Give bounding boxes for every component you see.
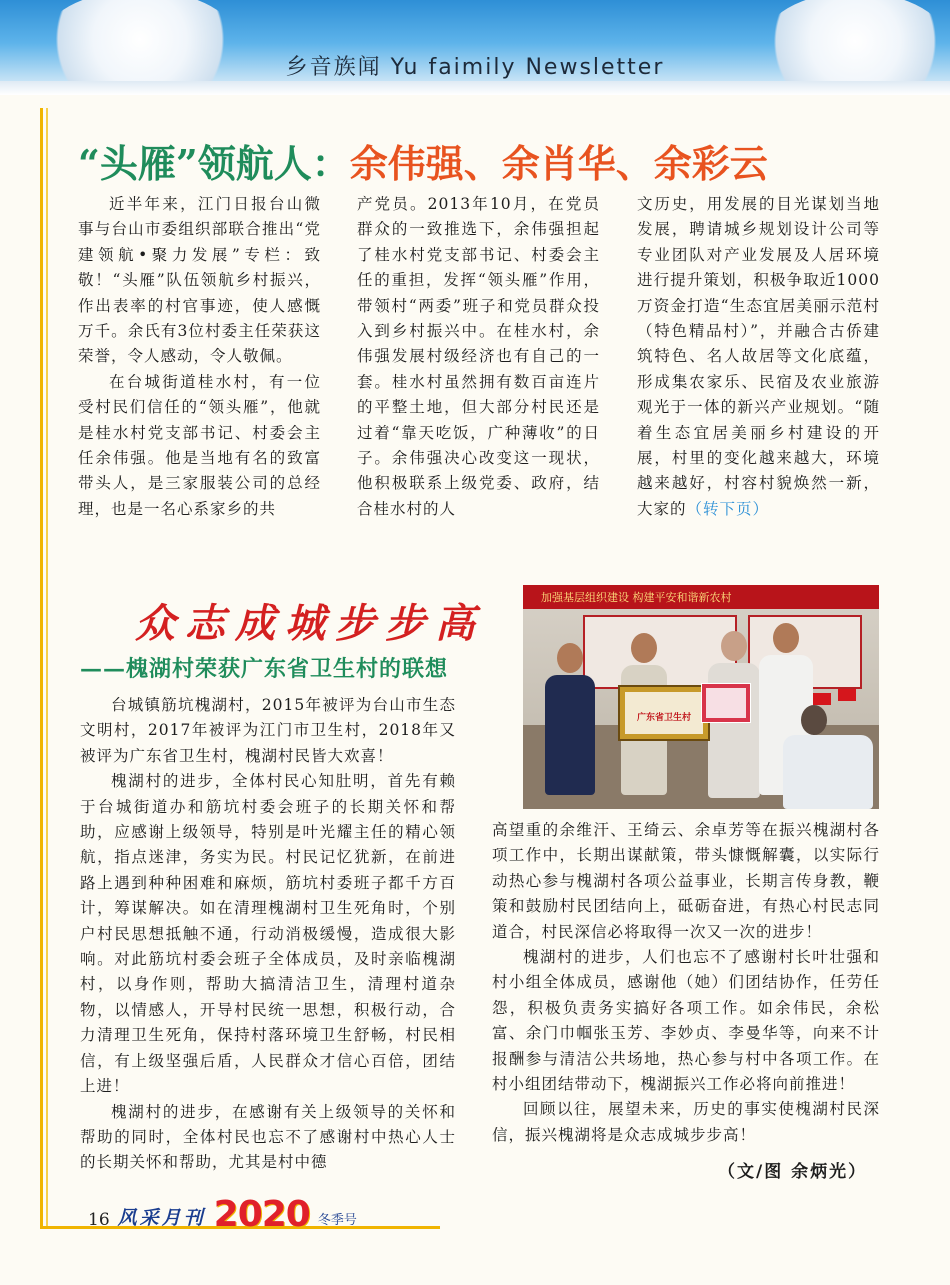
page-number: 16 <box>88 1210 110 1230</box>
article2-paragraph: 高望重的余维汗、王绮云、余卓芳等在振兴槐湖村各项工作中，长期出谋献策，带头慷慨解囊，以实际行动热心参与槐湖村各项公益事业，长期言传身教，鞭策和鼓励村民团结向上，砥砺奋进，有热心村民志同道合，村民深信必将取得一次又一次的进步！ <box>492 821 880 941</box>
plaque-text: 广东省卫生村 <box>636 713 691 723</box>
magazine-name: 风采月刊 <box>117 1207 206 1229</box>
person-head <box>557 643 583 673</box>
issue-season: 冬季号 <box>317 1213 357 1228</box>
article2-paragraph: 槐湖村的进步，在感谢有关上级领导的关怀和帮助的同时，全体村民也忘不了感谢村中热心人士的长期关怀和帮助，尤其是村中德 <box>80 1102 456 1172</box>
photo-banner-text: 加强基层组织建设 构建平安和谐新农村 <box>541 591 732 604</box>
article1-column-3 <box>637 192 880 522</box>
flag-icon <box>813 693 831 705</box>
newsletter-title: 乡音族闻 Yu faimily Newsletter <box>285 55 665 80</box>
article1-paragraph: 文历史，用发展的目光谋划当地发展，聘请城乡规划设计公司等专业团队对产业发展及人居环境进行提升策划，积极争取近1000万资金打造“生态宜居美丽示范村（特色精品村）”，并融合古侨建筑特色、名人故居等文化底蕴，形成集农家乐、民宿及农业旅游观光于一体的新兴产业规划。“随着生态宜居美丽乡村建设的开展，村里的变化越来越大，环境越来越好，村容村貌焕然一新，大家的 <box>637 195 880 518</box>
person-head <box>801 705 827 735</box>
left-decor-bar <box>40 108 43 1228</box>
article2-right-column <box>492 818 880 1148</box>
plaque-face <box>625 692 703 734</box>
issue-year: 2020 <box>213 1194 310 1235</box>
photo-red-banner <box>523 585 879 609</box>
certificate-face <box>706 688 746 718</box>
article1-paragraph: 在台城街道桂水村，有一位受村民们信任的“领头雁”，他就是桂水村党支部书记、村委会主任余伟强。他是当地有名的致富带头人，是三家服装公司的总经理，也是一名心系家乡的共 <box>78 372 321 518</box>
person-head <box>773 623 799 653</box>
left-decor-bar-inner <box>46 108 48 1228</box>
headline-names: 余伟强、余肖华、余彩云 <box>349 141 768 186</box>
article1-column-2 <box>357 192 600 522</box>
flag-icon <box>838 689 856 701</box>
award-certificate <box>701 683 751 723</box>
article1-paragraph: 产党员。2013年10月，在党员群众的一致推选下，余伟强担起了桂水村党支部书记、村委会主任的重担，发挥“领头雁”作用，带领村“两委”班子和党员群众投入到乡村振兴中。在桂水村，余伟强发展村级经济也有自己的一套。桂水村虽然拥有数百亩连片的平整土地，但大部分村民还是过着“靠天吃饭，广种薄收”的日子。余伟强决心改变这一现状，他积极联系上级党委、政府，结合桂水村的人 <box>357 195 600 518</box>
article1-column-1 <box>78 192 321 522</box>
continued-next-page-link[interactable]: （转下页） <box>686 499 770 518</box>
snow-ground <box>0 81 950 95</box>
article2-paragraph: 槐湖村的进步，人们也忘不了感谢村长叶壮强和村小组全体成员，感谢他（她）们团结协作，任劳任怨，积极负责务实搞好各项工作。如余伟民，余松富、余门巾帼张玉芳、李妙贞、李曼华等，向来不计报酬参与清洁公共场地，热心参与村中各项工作。在村小组团结带动下，槐湖振兴工作必将向前推进！ <box>492 948 880 1094</box>
article2-title: 众志成城步步高 <box>135 600 485 647</box>
person-head <box>631 633 657 663</box>
article2-paragraph: 槐湖村的进步，全体村民心知肚明，首先有赖于台城街道办和筋坑村委会班子的长期关怀和帮助，应感谢上级领导，特别是叶光耀主任的精心领航，指点迷津，务实为民。村民记忆犹新，在前进路上遇到种种困难和麻烦，筋坑村委班子都千方百计，筹谋解决。如在清理槐湖村卫生死角时，个别户村民思想抵触不通，行动消极缓慢，造成很大影响。对此筋坑村委会班子全体成员，及时亲临槐湖村，以身作则，帮助大搞清洁卫生，清理村道杂物，以情感人，开导村民统一思想，积极行动，合力清理卫生死角，保持村落环境卫生舒畅，村民相信，有上级坚强后盾，人民群众才信心百倍，团结上进！ <box>80 772 456 1096</box>
article1-paragraph: 近半年来，江门日报台山微事与台山市委组织部联合推出“党建领航•聚力发展”专栏：致敬！“头雁”队伍领航乡村振兴，作出表率的村官事迹，使人感慨万千。余氏有3位村委主任荣获这荣誉，令人感动，令人敬佩。 <box>78 195 321 366</box>
article2-left-column <box>80 693 456 1176</box>
article1-headline <box>78 133 768 188</box>
article2-subtitle: ——槐湖村荣获广东省卫生村的联想 <box>80 656 449 682</box>
author-credit: （文/图 余炳光） <box>718 1162 868 1182</box>
person-figure <box>545 675 595 795</box>
headline-prefix: “头雁”领航人： <box>78 141 350 186</box>
person-head <box>721 631 747 661</box>
article2-paragraph: 台城镇筋坑槐湖村，2015年被评为台山市生态文明村，2017年被评为江门市卫生村，2018年又被评为广东省卫生村，槐湖村民皆大欢喜！ <box>80 696 456 765</box>
article2-paragraph: 回顾以往，展望未来，历史的事实使槐湖村民深信，振兴槐湖将是众志成城步步高！ <box>492 1100 880 1144</box>
award-ceremony-photo <box>523 585 879 809</box>
award-plaque <box>618 685 710 741</box>
page-footer <box>88 1194 357 1234</box>
header-banner <box>0 0 950 95</box>
person-figure <box>783 735 873 809</box>
